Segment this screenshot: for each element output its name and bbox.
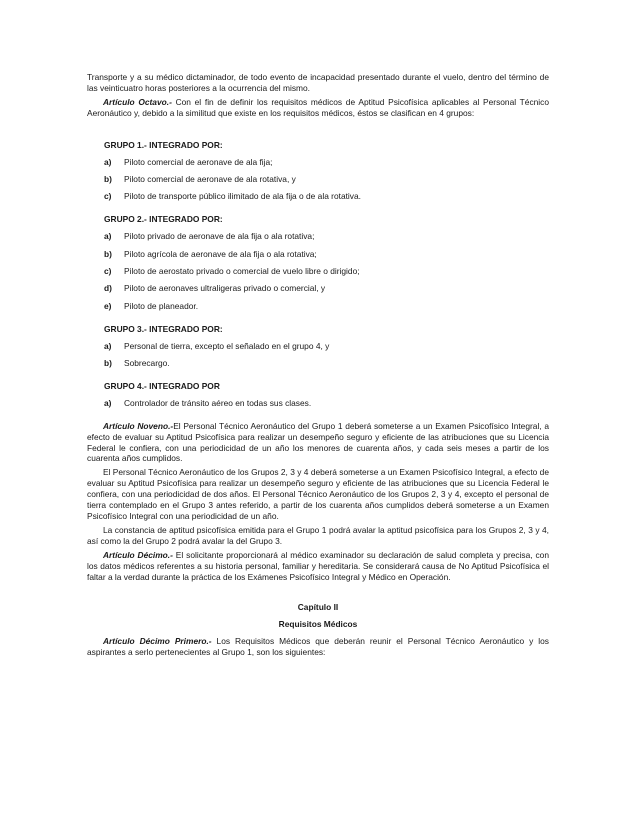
- list-item-letter: c): [104, 265, 112, 276]
- chapter-subtitle: Requisitos Médicos: [278, 619, 358, 630]
- article-ninth: [87, 421, 549, 465]
- list-item: [104, 191, 549, 202]
- list-item-text: Piloto privado de aeronave de ala fija o ala rotativa;: [124, 231, 315, 242]
- document-body: [87, 72, 549, 658]
- group-title: GRUPO 2.- INTEGRADO POR:: [104, 214, 223, 225]
- list-item: [104, 283, 549, 294]
- group-title: GRUPO 1.- INTEGRADO POR:: [104, 139, 223, 150]
- list-item-letter: d): [104, 283, 112, 294]
- list-item-text: Piloto comercial de aeronave de ala rotativa, y: [124, 173, 296, 184]
- article-eleventh-text: Los Requisitos Médicos que deberán reunir el Personal Técnico Aeronáutico y los aspirantes a serlo pertenecientes al Grupo 1, son los siguientes:: [87, 636, 549, 658]
- group-1: [104, 140, 549, 203]
- article-tenth-text: El solicitante proporcionará al médico examinador su declaración de salud completa y precisa, con los datos médicos referentes a su historia personal, familiar y hereditaria. Se considerará causa de No Aptitud Psicofísica el faltar a la verdad durante la práctica de los Exámenes Psicofísico Integral y Médico en Operación.: [87, 549, 549, 582]
- article-eighth-title: Artículo Octavo.-: [103, 96, 172, 107]
- list-item-text: Piloto comercial de aeronave de ala fija;: [124, 156, 273, 167]
- list-item-text: Piloto de aerostato privado o comercial de vuelo libre o dirigido;: [124, 265, 360, 276]
- list-item-text: Controlador de tránsito aéreo en todas sus clases.: [124, 397, 312, 408]
- list-item-letter: a): [104, 156, 112, 167]
- intro-paragraph: Transporte y a su médico dictaminador, de todo evento de incapacidad presentado durante el vuelo, dentro del término de las veinticuatro horas posteriores a la ocurrencia del mismo.: [87, 72, 549, 93]
- list-item-text: Piloto agrícola de aeronave de ala fija o ala rotativa;: [124, 248, 317, 259]
- article-eighth: [87, 97, 549, 119]
- list-item: [104, 398, 549, 409]
- list-item-letter: b): [104, 358, 112, 368]
- list-item-text: Piloto de transporte público ilimitado de ala fija o de ala rotativa.: [124, 191, 361, 202]
- group-4: [104, 381, 549, 409]
- group-title: GRUPO 3.- INTEGRADO POR:: [104, 323, 223, 334]
- list-item: [104, 266, 549, 277]
- article-ninth-paragraph-2: El Personal Técnico Aeronáutico de los Grupos 2, 3 y 4 deberá someterse a un Examen Psicofísico Integral, a efecto de evaluar su Aptitud Psicofísica para realizar un desempeño seguro y eficiente de las atribuciones que su Licencia Federal le confiera, con una periodicidad de dos años. El Personal Técnico Aeronáutico de los Grupos 2, 3 y 4, excepto el personal de tierra contemplado en el Grupo 3 antes referido, a partir de los cuarenta años cumplidos deberá someterse a un Examen Psicofísico Integral con una periodicidad de un año.: [87, 467, 549, 521]
- article-ninth-title: Artículo Noveno.-: [103, 420, 174, 431]
- list-item: [104, 301, 549, 312]
- group-3: [104, 324, 549, 369]
- group-2: [104, 214, 549, 311]
- list-item-text: Piloto de planeador.: [124, 300, 199, 311]
- list-item-letter: a): [104, 340, 112, 351]
- list-item-letter: b): [104, 248, 112, 259]
- list-item: [104, 174, 549, 185]
- list-item-letter: c): [104, 191, 112, 202]
- group-title: GRUPO 4.- INTEGRADO POR: [104, 380, 220, 391]
- list-item: [104, 249, 549, 260]
- article-eighth-text: Con el fin de definir los requisitos médicos de Aptitud Psicofísica aplicables al Personal Técnico Aeronáutico y, debido a la similitud que existe en los requisitos médicos, éstos se clasifican en 4 grupos:: [87, 96, 549, 118]
- list-item-letter: a): [104, 231, 112, 242]
- list-item: [104, 341, 549, 352]
- list-item-text: Sobrecargo.: [124, 358, 170, 368]
- article-eleventh-title: Artículo Décimo Primero.-: [103, 636, 212, 647]
- chapter-heading: Capítulo II: [297, 602, 339, 613]
- list-item: [104, 231, 549, 242]
- article-tenth: [87, 550, 549, 583]
- list-item-letter: a): [104, 397, 112, 408]
- list-item: [104, 358, 549, 369]
- article-ninth-paragraph-3: La constancia de aptitud psicofísica emitida para el Grupo 1 podrá avalar la aptitud psicofísica para los Grupos 2, 3 y 4, así como la del Grupo 2 podrá avalar la del Grupo 3.: [87, 524, 549, 546]
- article-tenth-title: Artículo Décimo.-: [103, 549, 173, 560]
- list-item: [104, 157, 549, 168]
- article-eleventh: [87, 636, 549, 658]
- list-item-text: Personal de tierra, excepto el señalado en el grupo 4, y: [124, 340, 330, 351]
- list-item-letter: b): [104, 173, 112, 184]
- list-item-letter: e): [104, 300, 112, 311]
- list-item-text: Piloto de aeronaves ultraligeras privado o comercial, y: [124, 283, 326, 294]
- article-ninth-text: El Personal Técnico Aeronáutico del Grupo 1 deberá someterse a un Examen Psicofísico Integral, a efecto de evaluar su Aptitud Psicofísica para realizar un desempeño seguro y eficiente de las atribuciones que su Licencia Federal le confiera, con una periodicidad de un año los menores de cuarenta años, y cada seis meses a partir de los cuarenta años cumplidos.: [87, 420, 549, 464]
